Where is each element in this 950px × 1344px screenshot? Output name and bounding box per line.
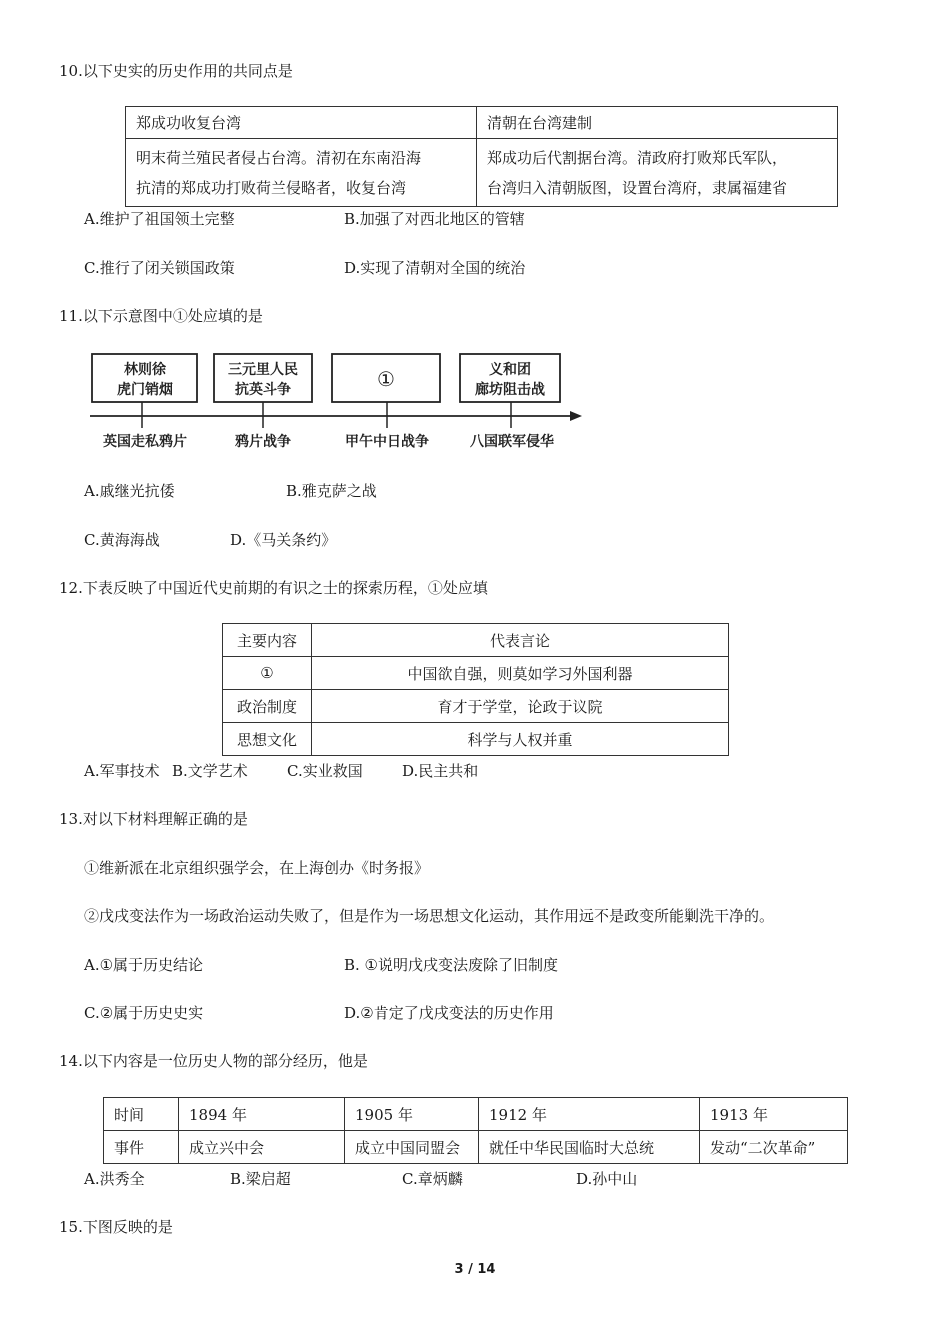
q14-year-3: 1912 年 [479, 1098, 700, 1131]
q14-stem: 14.以下内容是一位历史人物的部分经历，他是 [59, 1052, 368, 1070]
q12-row3-content: 思想文化 [223, 723, 312, 756]
q10-stem: 10.以下史实的历史作用的共同点是 [59, 62, 293, 80]
q14-year-1: 1894 年 [179, 1098, 345, 1131]
q10-cell-right [477, 139, 838, 207]
q14-option-a: A.洪秀全 [84, 1170, 145, 1188]
q10-table [125, 106, 838, 207]
q13-material-2: ②戊戌变法作为一场政治运动失败了，但是作为一场思想文化运动，其作用远不是政变所能剿洗干净的。 [84, 907, 775, 925]
q14-year-2: 1905 年 [345, 1098, 479, 1131]
q14-option-b: B.梁启超 [230, 1170, 291, 1188]
q11-box-3-marker: ① [377, 367, 395, 391]
q11-label-4: 八国联军侵华 [470, 434, 554, 450]
q13-material-1: ①维新派在北京组织强学会，在上海创办《时务报》 [84, 859, 430, 877]
q12-row1-quote: 中国欲自强，则莫如学习外国利器 [312, 657, 729, 690]
q10-cell-left-line1: 明末荷兰殖民者侵占台湾。清初在东南沿海 [136, 148, 422, 167]
q10-header-left: 郑成功收复台湾 [126, 107, 477, 139]
q11-option-c: C.黄海海战 [84, 531, 160, 549]
q13-option-d: D.②肯定了戊戌变法的历史作用 [344, 1004, 554, 1022]
q13-option-a: A.①属于历史结论 [84, 956, 204, 974]
page-number: 3 / 14 [454, 1262, 496, 1277]
q12-header-quote: 代表言论 [312, 624, 729, 657]
q14-event-1: 成立兴中会 [179, 1131, 345, 1164]
q11-label-3: 甲午中日战争 [345, 434, 429, 450]
q12-option-a: A.军事技术 [84, 762, 160, 780]
q12-row1-content: ① [223, 657, 312, 690]
q11-box-1-line2: 虎门销烟 [117, 382, 173, 398]
q12-option-c: C.实业救国 [287, 762, 363, 780]
q11-option-d: D.《马关条约》 [230, 531, 337, 549]
q11-label-1: 英国走私鸦片 [103, 434, 187, 450]
q10-header-right: 清朝在台湾建制 [477, 107, 838, 139]
q12-row2-content: 政治制度 [223, 690, 312, 723]
q14-event-4: 发动“二次革命” [700, 1131, 848, 1164]
q11-box-4-line2: 廊坊阻击战 [475, 382, 545, 398]
q14-event-2: 成立中国同盟会 [345, 1131, 479, 1164]
q14-event-3: 就任中华民国临时大总统 [479, 1131, 700, 1164]
q10-cell-right-line1: 郑成功后代割据台湾。清政府打败郑氏军队， [487, 148, 788, 167]
q14-option-d: D.孙中山 [576, 1170, 638, 1188]
q13-stem: 13.对以下材料理解正确的是 [59, 810, 248, 828]
q10-option-c: C.推行了闭关锁国政策 [84, 259, 235, 277]
q11-box-1-line1: 林则徐 [124, 362, 166, 378]
q10-cell-left-line2: 抗清的郑成功打败荷兰侵略者，收复台湾 [136, 178, 407, 197]
q12-option-b: B.文学艺术 [172, 762, 248, 780]
q11-arrow-head [570, 411, 582, 421]
q14-header-time: 时间 [104, 1098, 179, 1131]
q12-header-content: 主要内容 [223, 624, 312, 657]
q11-box-4-line1: 义和团 [489, 362, 531, 378]
q14-table [103, 1097, 848, 1164]
q11-option-b: B.雅克萨之战 [286, 482, 377, 500]
q10-cell-right-line2: 台湾归入清朝版图，设置台湾府，隶属福建省 [487, 178, 788, 197]
q15-stem: 15.下图反映的是 [59, 1218, 173, 1236]
q10-option-d: D.实现了清朝对全国的统治 [344, 259, 526, 277]
q14-header-event: 事件 [104, 1131, 179, 1164]
q12-table [222, 623, 729, 756]
q11-label-2: 鸦片战争 [235, 434, 291, 450]
q12-row2-quote: 育才于学堂，论政于议院 [312, 690, 729, 723]
q11-timeline-diagram [85, 348, 585, 458]
q14-year-4: 1913 年 [700, 1098, 848, 1131]
q11-stem: 11.以下示意图中①处应填的是 [59, 307, 263, 325]
q12-row3-quote: 科学与人权并重 [312, 723, 729, 756]
q13-option-c: C.②属于历史史实 [84, 1004, 204, 1022]
q11-box-2-line2: 抗英斗争 [235, 382, 291, 398]
q12-stem: 12.下表反映了中国近代史前期的有识之士的探索历程，①处应填 [59, 579, 488, 597]
q11-box-2-line1: 三元里人民 [228, 362, 298, 378]
q11-option-a: A.戚继光抗倭 [84, 482, 175, 500]
q13-option-b: B. ①说明戊戌变法废除了旧制度 [344, 956, 559, 974]
q10-cell-left [126, 139, 477, 207]
q12-option-d: D.民主共和 [402, 762, 479, 780]
q10-option-b: B.加强了对西北地区的管辖 [344, 210, 525, 228]
q14-option-c: C.章炳麟 [402, 1170, 463, 1188]
q10-option-a: A.维护了祖国领土完整 [84, 210, 235, 228]
